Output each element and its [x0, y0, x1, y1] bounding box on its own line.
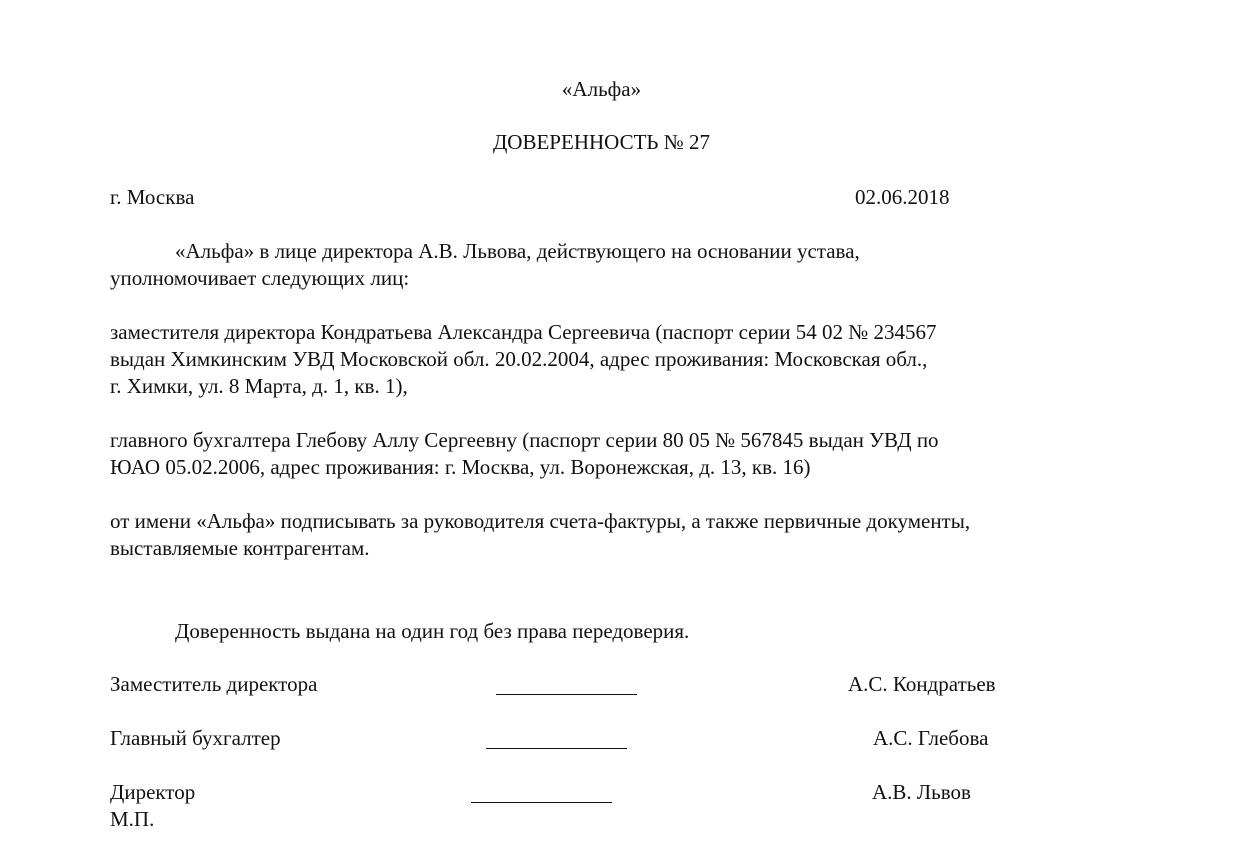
person1-line: заместителя директора Кондратьева Александра Сергеевича (паспорт серии 54 02 № 234567 — [110, 320, 937, 344]
document-title: ДОВЕРЕННОСТЬ № 27 — [492, 130, 710, 154]
intro-line: «Альфа» в лице директора А.В. Львова, действующего на основании устава, — [175, 239, 860, 263]
intro-line: уполномочивает следующих лиц: — [110, 266, 410, 290]
signature-line-accountant — [486, 748, 627, 749]
person2-line: главного бухгалтера Глебову Аллу Сергеевну (паспорт серии 80 05 № 567845 выдан УВД по — [110, 428, 939, 452]
signature-name-deputy: А.С. Кондратьев — [848, 672, 996, 696]
signature-line-director — [471, 802, 612, 803]
signature-role-deputy: Заместитель директора — [110, 672, 318, 696]
organization-name: «Альфа» — [561, 77, 642, 101]
document-city: г. Москва — [110, 185, 195, 209]
person1-line: г. Химки, ул. 8 Марта, д. 1, кв. 1), — [110, 374, 408, 398]
signature-name-accountant: А.С. Глебова — [873, 726, 989, 750]
intro-paragraph — [110, 238, 1100, 292]
signature-line-deputy — [496, 694, 637, 695]
powers-paragraph — [110, 508, 1100, 562]
powers-line: от имени «Альфа» подписывать за руководителя счета-фактуры, а также первичные документы, — [110, 509, 971, 533]
powers-line: выставляемые контрагентам. — [110, 536, 370, 560]
person1-line: выдан Химкинским УВД Московской обл. 20.02.2004, адрес проживания: Московская обл., — [110, 347, 928, 371]
signature-name-director: А.В. Львов — [872, 780, 971, 804]
seal-label: М.П. — [110, 807, 155, 831]
signature-role-director: Директор — [110, 780, 196, 804]
document-date: 02.06.2018 — [855, 185, 950, 209]
person1-paragraph — [110, 319, 1100, 400]
signature-role-accountant: Главный бухгалтер — [110, 726, 281, 750]
validity-statement: Доверенность выдана на один год без права передоверия. — [175, 619, 690, 643]
person2-line: ЮАО 05.02.2006, адрес проживания: г. Москва, ул. Воронежская, д. 13, кв. 16) — [110, 455, 811, 479]
person2-paragraph — [110, 427, 1100, 481]
